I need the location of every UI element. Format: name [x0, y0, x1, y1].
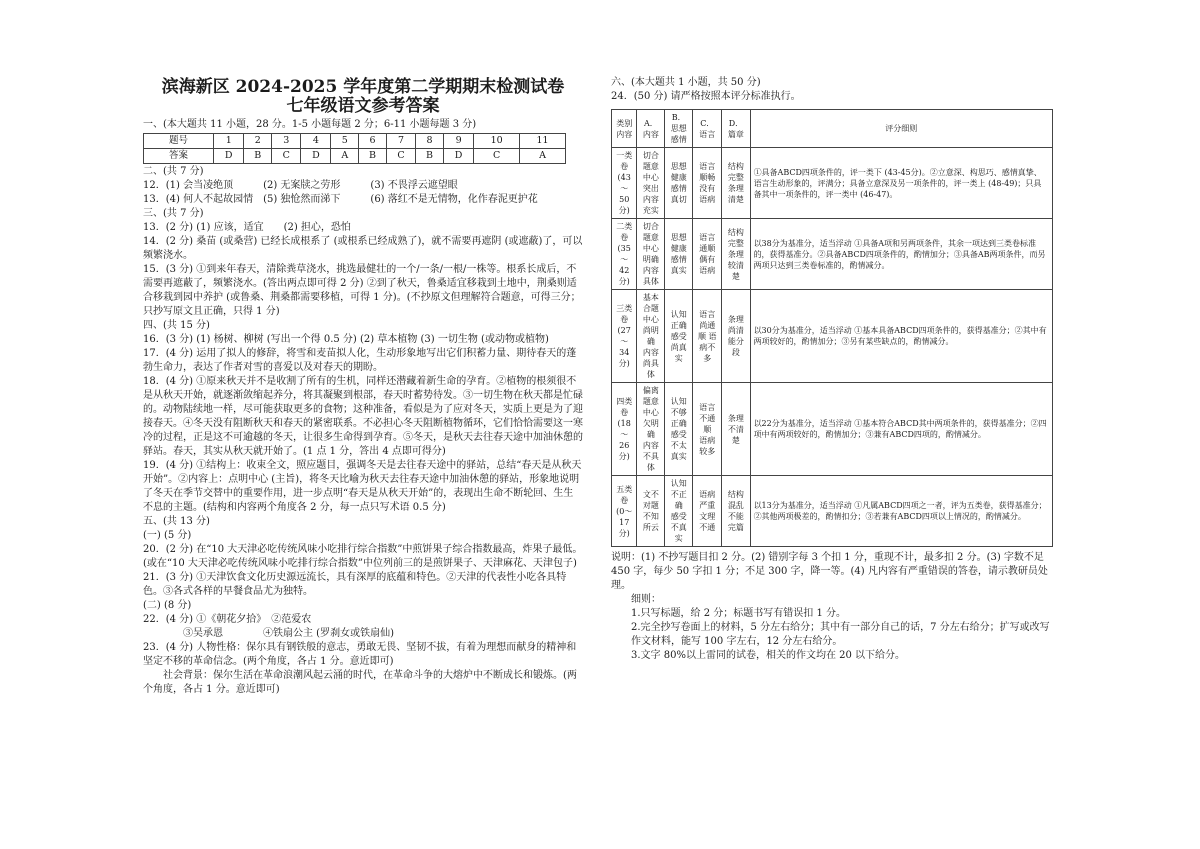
answer-table [143, 133, 566, 164]
answer-line: 12．(1) 会当凌绝顶 (2) 无案牍之劳形 (3) 不畏浮云遮望眼 [143, 180, 458, 191]
grade-rules-cell: ①具备ABCD四项条件的，评一类下 (43-45分)。②立意深、构思巧、感情真挚、语言生动形象的，评满分；具备立意深及另一项条件的，评一类上 (48-49)；只具备其中一项条件的，评一类中 (46-47)。 [750, 148, 1052, 219]
grading-header-cell: D．篇章 [722, 110, 750, 148]
answer-line: (一) (5 分) [143, 530, 192, 541]
grading-header-cell: A．内容 [637, 110, 665, 148]
grade-criteria-cell: 切合题意 中心明确 内容具体 [637, 219, 665, 290]
section-6-header: 六、(本大题共 1 小题，共 50 分) [611, 77, 761, 88]
section-1-header: 一、(本大题共 11 小题，28 分。1-5 小题每题 2 分；6-11 小题每题 3 分) [143, 119, 477, 130]
grading-row [612, 476, 1053, 547]
question-number-cell: 9 [444, 134, 474, 149]
grading-table [611, 109, 1053, 547]
answer-cell: D [444, 149, 474, 164]
grade-category-cell: 四类卷 (18～ 26分) [612, 383, 637, 476]
answer-line: 18．(4 分) ①原来秋天并不是收割了所有的生机，同样还潜藏着新生命的孕育。②植物的根须很不是从秋天开始，就逐渐敛缩起养分，将其凝聚到根部，春天时蓄势待发。③一切生物在秋天都是忙碌的。动物陆续地一样，尽可能获取更多的食物；这种准备，看似是为了应对冬天，实质上更是为了迎接春天。④冬天没有阻断秋天和春天的紧密联系。不必担心冬天阻断植物循环，它们恰恰需要这一寒冷的过程，正是这不可逾越的冬天，让很多生命得到孕育。⑤冬天，是秋天去往春天途中加油休憩的驿站。春天，其实从秋天就开始了。(1 点 1 分，答出 4 点即可得分) [143, 376, 583, 457]
answer-line: 22．(4 分) ①《朝花夕拾》 ②范爱农 [143, 614, 312, 625]
question-number-cell: 5 [331, 134, 359, 149]
grade-criteria-cell: 认知不正 确 感受不真 实 [665, 476, 693, 547]
answer-cell: D [214, 149, 244, 164]
grade-criteria-cell: 语言尚通 顺 语病不 多 [693, 290, 722, 383]
question-number-cell: 10 [474, 134, 520, 149]
answer-cell: 答案 [144, 149, 214, 164]
grade-criteria-cell: 认知正确 感受尚真 实 [665, 290, 693, 383]
answer-line: 16．(3 分) (1) 杨树、柳树 (写出一个得 0.5 分) (2) 草本植物 (3) 一切生物 (或动物或植物) [143, 334, 549, 345]
answer-line: 14．(2 分) 桑苗 (或桑营) 已经长成根系了 (或根系已经成熟了)，就不需要再遮阴 (或遮蔽)了，可以频繁浇水。 [143, 236, 583, 261]
grade-criteria-cell: 语言不通 顺 语病较多 [693, 383, 722, 476]
grading-note-line: 1.只写标题，给 2 分；标题书写有错误扣 1 分。 [631, 608, 846, 619]
grade-criteria-cell: 文不对题 不知所云 [637, 476, 665, 547]
grade-category-cell: 二类卷 (35～ 42分) [612, 219, 637, 290]
answer-cell: C [272, 149, 301, 164]
grade-category-cell: 三类卷 (27～ 34分) [612, 290, 637, 383]
grading-header-cell: 评分细则 [750, 110, 1052, 148]
grade-criteria-cell: 结构完整 条理较清 楚 [722, 219, 750, 290]
question-number-cell: 4 [301, 134, 331, 149]
grade-rules-cell: 以13分为基准分，适当浮动 ①凡属ABCD四项之一者，评为五类卷，获得基准分；②其他两项极差的，酌情扣分；③若兼有ABCD四项以上情况的，酌情减分。 [750, 476, 1052, 547]
grade-category-cell: 五类卷 (0～17 分) [612, 476, 637, 547]
exam-title: 滨海新区 2024-2025 学年度第二学期期末检测试卷 [161, 77, 565, 97]
answer-cell: B [416, 149, 444, 164]
grading-row [612, 290, 1053, 383]
answer-line: (二) (8 分) [143, 600, 192, 611]
answer-line: 23．(4 分) 人物性格：保尔具有钢铁般的意志，勇敢无畏、坚韧不拔，有着为理想而献身的精神和坚定不移的革命信念。(两个角度，各占 1 分。意近即可) [143, 642, 577, 667]
answer-cell: C [474, 149, 520, 164]
answer-cell: A [331, 149, 359, 164]
grade-criteria-cell: 结构完整 条理清楚 [722, 148, 750, 219]
grade-criteria-cell: 条理尚清 能分段 [722, 290, 750, 383]
answer-line: 17．(4 分) 运用了拟人的修辞，将雪和麦苗拟人化，生动形象地写出它们积蓄力量、期待春天的蓬勃生命力，表达了作者对雪的喜爱以及对春天的期盼。 [143, 348, 577, 373]
answer-line: ③吴承恩 ④铁扇公主 (罗刹女或铁扇仙) [143, 628, 394, 639]
grade-criteria-cell: 结构混乱 不能完篇 [722, 476, 750, 547]
answer-line: 19．(4 分) ①结构上：收束全文，照应题目，强调冬天是去往春天途中的驿站，总结“春天是从秋天开始”。②内容上：点明中心 (主旨)，将冬天比喻为秋天去往春天途中加油休憩的驿站，形象地说明了冬天在季节交替中的重要作用，进一步点明“春天是从秋天开始”的，表现出生命不断轮回、生生不息的主题。(结构和内容两个角度各 2 分，每一点只写术语 0.5 分) [143, 460, 582, 513]
grade-criteria-cell: 语病严重 文理不通 [693, 476, 722, 547]
question-number-cell: 2 [244, 134, 272, 149]
grade-criteria-cell: 思想健康 感情真实 [665, 219, 693, 290]
grade-criteria-cell: 条理不清 楚 [722, 383, 750, 476]
grade-criteria-cell: 基本合题 中心尚明 确 内容尚具 体 [637, 290, 665, 383]
grade-criteria-cell: 偏离题意 中心欠明 确 内容不具 体 [637, 383, 665, 476]
answer-line: 13．(4) 何人不起故园情 (5) 独怆然而涕下 (6) 落红不是无情物，化作春泥更护花 [143, 194, 538, 205]
answer-line: 二、(共 7 分) [143, 166, 204, 177]
grade-criteria-cell: 语言顺畅 没有语病 [693, 148, 722, 219]
question-number-cell: 7 [387, 134, 416, 149]
grade-rules-cell: 以30分为基准分，适当浮动 ①基本具备ABCD四项条件的，获得基准分；②其中有两项较好的，酌情加分；③另有某些缺点的，酌情减分。 [750, 290, 1052, 383]
answer-cell: B [244, 149, 272, 164]
answer-line: 四、(共 15 分) [143, 320, 210, 331]
answer-cell: D [301, 149, 331, 164]
grade-rules-cell: 以38分为基准分，适当浮动 ①具备A项和另两项条件，其余一项达到三类卷标准的，获得基准分。②具备ABCD四项条件的，酌情加分；③具备AB两项条件，而另两项只达到三类卷标准的，酌情减分。 [750, 219, 1052, 290]
answer-line: 五、(共 13 分) [143, 516, 210, 527]
answer-table-answer-row [144, 149, 566, 164]
grading-note-line: 说明：(1) 不抄写题目扣 2 分。(2) 错别字每 3 个扣 1 分，重现不计，最多扣 2 分。(3) 字数不足 450 字，每少 50 字扣 1 分；不足 300 字，降一等。(4) 凡内容有严重错误的答卷，请示教研员处理。 [611, 552, 1048, 591]
grading-notes [611, 551, 1057, 663]
grade-rules-cell: 以22分为基准分，适当浮动 ①基本符合ABCD其中两项条件的，获得基准分；②四项中有两项较好的，酌情加分；③兼有ABCD四项的，酌情减分。 [750, 383, 1052, 476]
grading-header-cell: C．语言 [693, 110, 722, 148]
grading-row [612, 219, 1053, 290]
grading-note-line: 2.完全抄写卷面上的材料，5 分左右给分；其中有一部分自己的话，7 分左右给分；扩写或改写作文材料，能写 100 字左右，12 分左右给分。 [631, 622, 1050, 647]
grade-category-cell: 一类卷 (43～ 50分) [612, 148, 637, 219]
grade-criteria-cell: 认知不够 正确 感受不太 真实 [665, 383, 693, 476]
answer-cell: C [387, 149, 416, 164]
grading-header-cell: B．思想 感情 [665, 110, 693, 148]
answer-table-number-row [144, 134, 566, 149]
question-number-cell: 1 [214, 134, 244, 149]
question-number-cell: 11 [520, 134, 566, 149]
question-number-cell: 题号 [144, 134, 214, 149]
grading-table-header [612, 110, 1053, 148]
answer-cell: A [520, 149, 566, 164]
question-number-cell: 6 [359, 134, 387, 149]
left-answer-lines [143, 165, 583, 697]
question-24: 24．(50 分) 请严格按照本评分标准执行。 [611, 91, 801, 102]
answer-line: 社会背景：保尔生活在革命浪潮风起云涌的时代，在革命斗争的大熔炉中不断成长和锻炼。(两个角度，各占 1 分。意近即可) [143, 670, 577, 695]
grading-note-line: 3.文字 80%以上雷同的试卷，相关的作文均在 20 以下给分。 [631, 650, 906, 661]
grading-row [612, 383, 1053, 476]
grade-criteria-cell: 切合题意 中心突出 内容充实 [637, 148, 665, 219]
answer-line: 20．(2 分) 在“10 大天津必吃传统风味小吃排行综合指数”中煎饼果子综合指数最高，炸果子最低。(或在“10 大天津必吃传统风味小吃排行综合指数”中位列前三的是煎饼果子、天津麻花、天津包子) [143, 544, 583, 569]
right-column [611, 76, 1057, 663]
grading-note-line: 细则： [631, 594, 661, 605]
grade-criteria-cell: 思想健康 感情真切 [665, 148, 693, 219]
answer-key-subtitle: 七年级语文参考答案 [286, 96, 440, 116]
answer-line: 13．(2 分) (1) 应该，适宜 (2) 担心，恐怕 [143, 222, 351, 233]
question-number-cell: 8 [416, 134, 444, 149]
left-column [143, 78, 583, 697]
answer-cell: B [359, 149, 387, 164]
grade-criteria-cell: 语言通顺 偶有语病 [693, 219, 722, 290]
answer-line: 15．(3 分) ①到来年春天，清除粪草浇水，挑选最健壮的一个/一条/一根/一株等。根系长成后，不需要再遮蔽了，频繁浇水。(答出两点即可得 2 分) ②到了秋天，鲁桑适宜移栽到土地中，荆桑则适合移栽到园中养护 (或鲁桑、荆桑都需要移植，可得 1 分)。(不抄原文但理解符合题意，可得三分；只抄写原文且正确，只得 1 分) [143, 264, 581, 317]
grading-header-cell: 类别 内容 [612, 110, 637, 148]
answer-line: 21．(3 分) ①天津饮食文化历史源远流长，具有深厚的底蕴和特色。②天津的代表性小吃各具特色。③各式各样的早餐食品尤为独特。 [143, 572, 567, 597]
answer-line: 三、(共 7 分) [143, 208, 204, 219]
question-number-cell: 3 [272, 134, 301, 149]
grading-row [612, 148, 1053, 219]
